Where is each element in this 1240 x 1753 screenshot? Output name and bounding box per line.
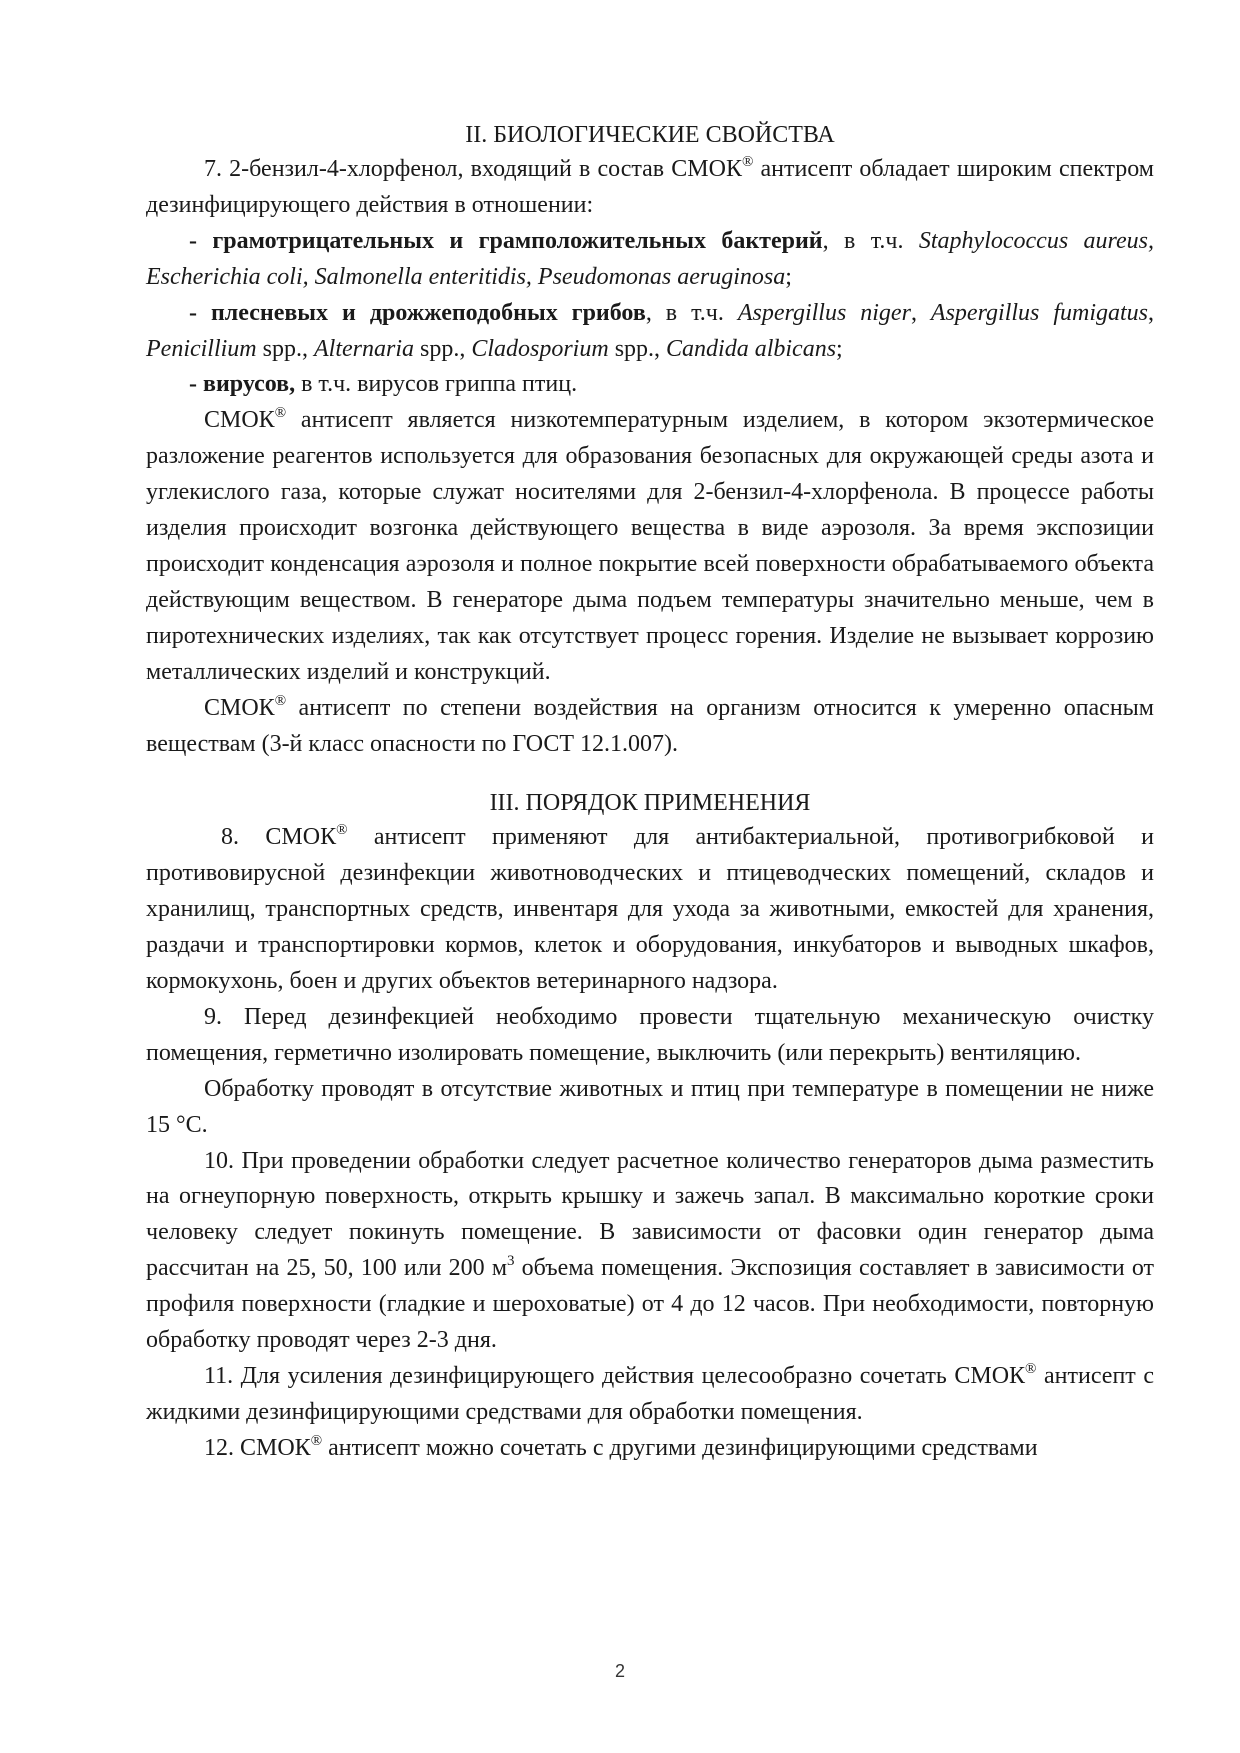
list-item-fungi	[146, 296, 1154, 368]
brand-name: СМОК	[204, 407, 275, 434]
registered-mark: ®	[274, 692, 287, 709]
bacteria-label: - грамотрицательных и грамположительных бактерий	[189, 227, 823, 254]
section-3-heading: III. ПОРЯДОК ПРИМЕНЕНИЯ	[489, 790, 811, 817]
fungi-connector: , в т.ч.	[645, 299, 738, 326]
registered-mark: ®	[336, 822, 348, 839]
registered-mark: ®	[310, 1432, 323, 1449]
section-2-heading: II. БИОЛОГИЧЕСКИЕ СВОЙСТВА	[465, 122, 835, 148]
paragraph-8	[146, 820, 1154, 1000]
paragraph-12-start: 12. СМОК	[204, 1434, 311, 1461]
paragraph-7-start: 7. 2-бензил-4-хлорфенол, входящий в состав СМОК	[204, 156, 742, 182]
fungi-species-1: Aspergillus niger	[737, 299, 911, 326]
page-content	[146, 118, 1154, 1467]
paragraph-11-start: 11. Для усиления дезинфицирующего действия целесообразно сочетать СМОК	[204, 1363, 1026, 1389]
fungi-species-3: Penicillium	[146, 335, 257, 362]
paragraph-7	[146, 152, 1154, 224]
paragraph-11-end: антисепт с жидкими дезинфицирующими средствами для обработки помещения.	[146, 1363, 1154, 1425]
fungi-label: - плесневых и дрожжеподобных грибов	[189, 299, 646, 326]
paragraph-hazard-class	[146, 691, 1154, 763]
viruses-text: в т.ч. вирусов гриппа птиц.	[295, 371, 578, 398]
paragraph-11	[146, 1359, 1154, 1431]
list-item-viruses	[146, 367, 1154, 403]
fungi-species-4: Alternaria	[313, 335, 414, 362]
fungi-species-5: Cladosporium	[471, 335, 609, 362]
fungi-sep-5: spp.,	[608, 335, 667, 362]
cubic-superscript: 3	[507, 1253, 515, 1270]
paragraph-12-end: антисепт можно сочетать с другими дезинфицирующими средствами	[322, 1434, 1038, 1461]
paragraph-10-end: объема помещения. Экспозиция составляет в зависимости от профиля поверхности (гладкие и шероховатые) от 4 до 12 часов. При необходимости, повторную обработку проводят через 2-3 дня.	[146, 1255, 1154, 1354]
paragraph-10-start: 10. При проведении обработки следует расчетное количество генераторов дыма разместить на огнеупорную поверхность, открыть крышку и зажечь запал. В максимально короткие сроки человеку следует покинуть помещение. В зависимости от фасовки один генератор дыма рассчитан на 25, 50, 100 или 200 м	[146, 1147, 1154, 1282]
page-number: 2	[614, 1661, 625, 1681]
fungi-species-6: Candida albicans	[666, 335, 837, 362]
bacteria-end: ;	[785, 263, 792, 290]
bacteria-connector: , в т.ч.	[822, 227, 919, 254]
description-text: антисепт является низкотемпературным изделием, в котором экзотермическое разложение реагентов используется для образования безопасных для окружающей среды азота и углекислого газа, которые служат носителями для 2-бензил-4-хлорфенола. В процессе работы изделия происходит возгонка действующего вещества в виде аэрозоля. За время экспозиции происходит конденсация аэрозоля и полное покрытие всей поверхности обрабатываемого объекта действующим веществом. В генераторе дыма подъем температуры значительно меньше, чем в пиротехнических изделиях, так как отсутствует процесс горения. Изделие не вызывает коррозию металлических изделий и конструкций.	[146, 407, 1154, 685]
fungi-sep-1: ,	[910, 299, 931, 326]
fungi-end: ;	[836, 335, 843, 362]
paragraph-8-start: 8. СМОК	[221, 824, 337, 851]
paragraph-8-end: антисепт применяют для антибактериальной, противогрибковой и противовирусной дезинфекции животноводческих и птицеводческих помещений, складов и хранилищ, транспортных средств, инвентаря для ухода за животными, емкостей для хранения, раздачи и транспортировки кормов, клеток и оборудования, инкубаторов и выводных шкафов, кормокухонь, боен и других объектов ветеринарного надзора.	[146, 824, 1154, 995]
bacteria-species: Staphylococcus aureus, Escherichia coli, Salmonella enteritidis, Pseudomonas aeruginosa	[146, 227, 1154, 290]
paragraph-7-end: антисепт обладает широким спектром дезинфицирующего действия в отношении:	[146, 156, 1154, 218]
brand-name: СМОК	[204, 694, 275, 721]
viruses-label: - вирусов,	[189, 371, 296, 398]
fungi-sep-2: ,	[1148, 299, 1155, 326]
paragraph-temperature: Обработку проводят в отсутствие животных и птиц при температуре в помещении не ниже 15 °С.	[146, 1075, 1154, 1138]
paragraph-12	[146, 1431, 1154, 1467]
hazard-text: антисепт по степени воздействия на организм относится к умеренно опасным веществам (3-й класс опасности по ГОСТ 12.1.007).	[146, 694, 1154, 757]
list-item-bacteria	[146, 224, 1154, 296]
registered-mark: ®	[1025, 1361, 1037, 1377]
fungi-sep-4: spp.,	[413, 335, 472, 362]
registered-mark: ®	[274, 405, 287, 422]
paragraph-smok-description	[146, 403, 1154, 690]
fungi-species-2: Aspergillus fumigatus	[930, 299, 1149, 326]
paragraph-9: 9. Перед дезинфекцией необходимо провести тщательную механическую очистку помещения, герметично изолировать помещение, выключить (или перекрыть) вентиляцию.	[146, 1003, 1154, 1066]
paragraph-10	[146, 1144, 1154, 1359]
registered-mark: ®	[741, 154, 754, 170]
fungi-sep-3: spp.,	[256, 335, 314, 362]
